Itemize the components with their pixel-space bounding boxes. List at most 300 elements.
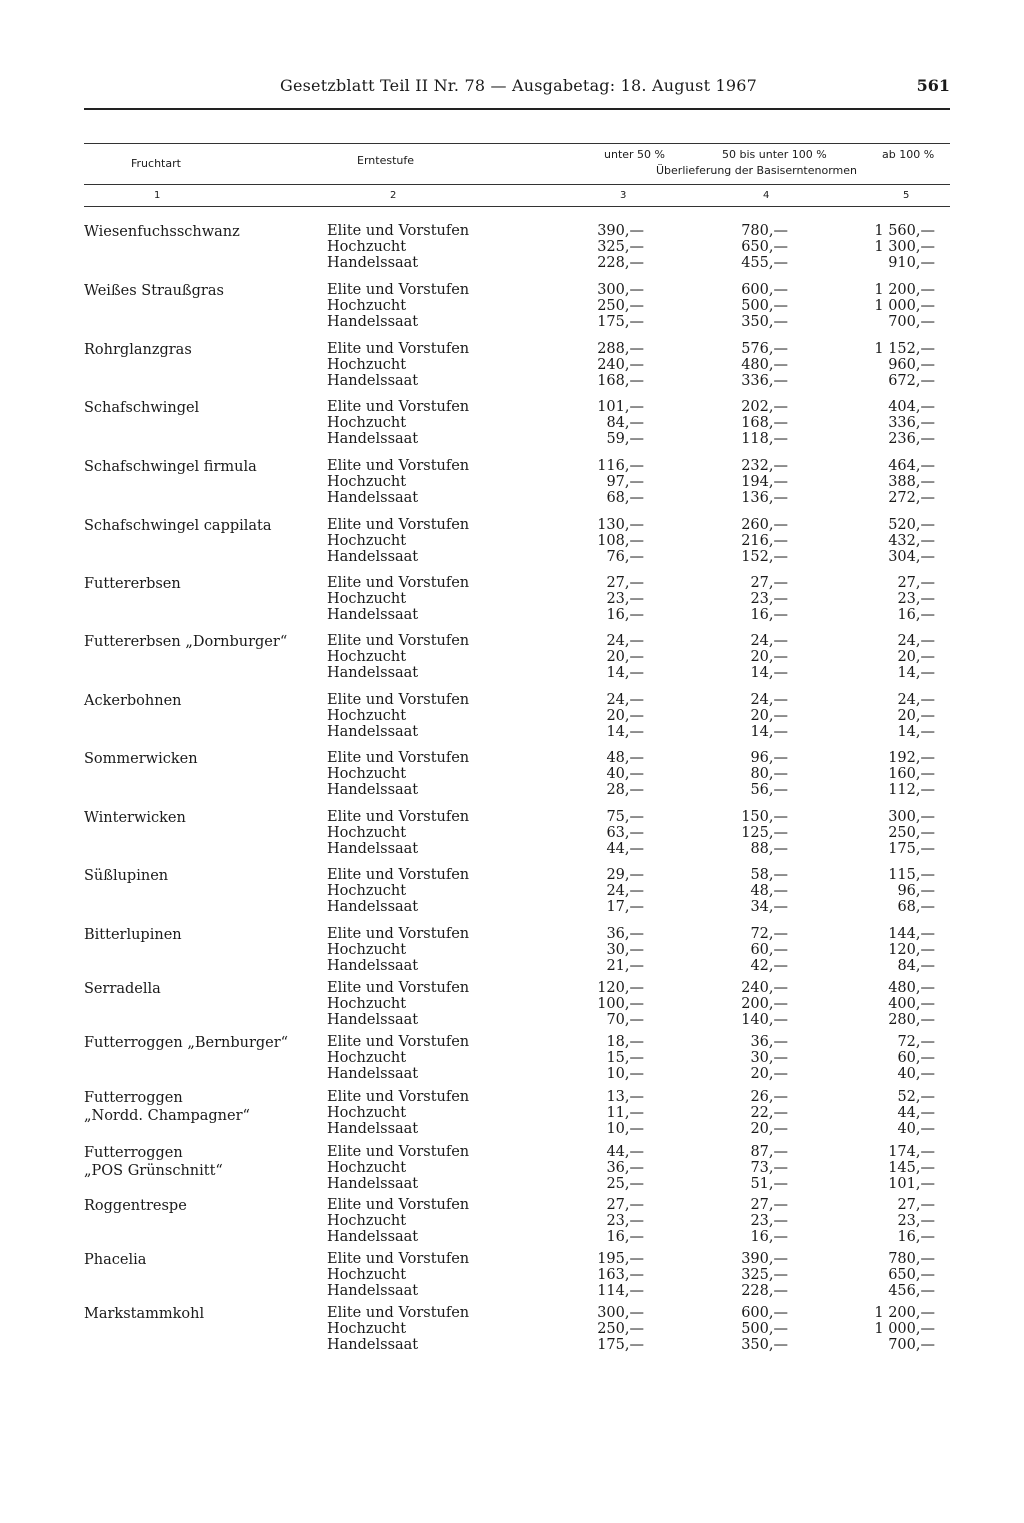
- table-cell: 48,—: [606, 750, 644, 766]
- harvest-stage: Handelssaat: [327, 782, 419, 798]
- table-cell: 700,—: [888, 314, 935, 330]
- value-column-c5: [844, 1251, 935, 1299]
- table-cell: 160,—: [888, 766, 935, 782]
- table-cell: 24,—: [606, 633, 644, 649]
- col-number-2: 2: [390, 190, 397, 201]
- value-column-c4: [698, 1034, 788, 1082]
- table-cell: 600,—: [741, 282, 788, 298]
- table-cell: 700,—: [888, 1337, 935, 1353]
- harvest-stage: Hochzucht: [327, 474, 407, 490]
- harvest-stage: Hochzucht: [327, 591, 407, 607]
- value-column-c4: [698, 633, 788, 681]
- value-column-c3: [554, 1034, 644, 1082]
- table-cell: 250,—: [597, 298, 644, 314]
- table-cell: 16,—: [606, 607, 644, 623]
- value-column-c5: [844, 223, 935, 271]
- harvest-stage: Hochzucht: [327, 239, 407, 255]
- harvest-stage: Elite und Vorstufen: [327, 223, 470, 239]
- value-column-c5: [844, 575, 935, 623]
- harvest-stage: Elite und Vorstufen: [327, 1034, 470, 1050]
- table-row: [84, 223, 950, 275]
- table-cell: 194,—: [741, 474, 788, 490]
- harvest-stage: Elite und Vorstufen: [327, 692, 470, 708]
- table-cell: 14,—: [606, 724, 644, 740]
- crop-name-line: „POS Grünschnitt“: [84, 1163, 223, 1179]
- value-column-c5: [844, 809, 935, 857]
- table-cell: 15,—: [606, 1050, 644, 1066]
- harvest-stage: Elite und Vorstufen: [327, 1305, 470, 1321]
- harvest-stages: [327, 926, 527, 974]
- value-column-c5: [844, 341, 935, 389]
- value-column-c3: [554, 809, 644, 857]
- table-cell: 101,—: [888, 1176, 935, 1192]
- table-cell: 23,—: [897, 591, 935, 607]
- table-cell: 125,—: [741, 825, 788, 841]
- value-column-c5: [844, 1034, 935, 1082]
- table-cell: 68,—: [606, 490, 644, 506]
- value-column-c4: [698, 1305, 788, 1353]
- table-cell: 24,—: [606, 692, 644, 708]
- crop-name-line: Phacelia: [84, 1252, 147, 1268]
- crop-name-line: Bitterlupinen: [84, 927, 182, 943]
- value-column-c5: [844, 1144, 935, 1192]
- table-cell: 24,—: [897, 692, 935, 708]
- harvest-stages: [327, 517, 527, 565]
- table-cell: 22,—: [750, 1105, 788, 1121]
- harvest-stage: Elite und Vorstufen: [327, 458, 470, 474]
- table-cell: 175,—: [888, 841, 935, 857]
- table-cell: 84,—: [897, 958, 935, 974]
- table-cell: 192,—: [888, 750, 935, 766]
- harvest-stage: Elite und Vorstufen: [327, 809, 470, 825]
- table-cell: 42,—: [750, 958, 788, 974]
- table-cell: 1 300,—: [874, 239, 935, 255]
- table-cell: 40,—: [897, 1066, 935, 1082]
- table-cell: 72,—: [897, 1034, 935, 1050]
- table-cell: 24,—: [897, 633, 935, 649]
- table-cell: 1 560,—: [874, 223, 935, 239]
- crop-name-line: Futtererbsen „Dornburger“: [84, 634, 288, 650]
- harvest-stages: [327, 575, 527, 623]
- table-cell: 70,—: [606, 1012, 644, 1028]
- harvest-stages: [327, 458, 527, 506]
- crop-name: [84, 458, 324, 476]
- table-cell: 16,—: [606, 1229, 644, 1245]
- harvest-stage: Handelssaat: [327, 1066, 419, 1082]
- table-cell: 23,—: [606, 1213, 644, 1229]
- table-cell: 216,—: [741, 533, 788, 549]
- table-cell: 144,—: [888, 926, 935, 942]
- table-cell: 14,—: [606, 665, 644, 681]
- table-cell: 780,—: [741, 223, 788, 239]
- harvest-stages: [327, 223, 527, 271]
- header-bottom-rule: [84, 184, 950, 185]
- value-column-c4: [698, 1144, 788, 1192]
- table-cell: 27,—: [750, 575, 788, 591]
- value-column-c3: [554, 223, 644, 271]
- table-cell: 228,—: [741, 1283, 788, 1299]
- table-cell: 1 200,—: [874, 1305, 935, 1321]
- value-column-c3: [554, 1251, 644, 1299]
- crop-name-line: Süßlupinen: [84, 868, 169, 884]
- crop-name: [84, 575, 324, 593]
- table-row: [84, 1034, 950, 1086]
- crop-name-line: Futtererbsen: [84, 576, 181, 592]
- harvest-stage: Handelssaat: [327, 314, 419, 330]
- value-column-c3: [554, 1089, 644, 1137]
- table-cell: 456,—: [888, 1283, 935, 1299]
- table-cell: 336,—: [741, 373, 788, 389]
- harvest-stages: [327, 809, 527, 857]
- table-cell: 120,—: [597, 980, 644, 996]
- col-number-3: 3: [620, 190, 627, 201]
- table-row: [84, 867, 950, 919]
- table-cell: 24,—: [750, 633, 788, 649]
- crop-name-line: Weißes Straußgras: [84, 283, 224, 299]
- harvest-stage: Elite und Vorstufen: [327, 517, 470, 533]
- value-column-c4: [698, 517, 788, 565]
- table-cell: 280,—: [888, 1012, 935, 1028]
- table-cell: 80,—: [750, 766, 788, 782]
- table-row: [84, 282, 950, 334]
- value-column-c3: [554, 692, 644, 740]
- value-column-c5: [844, 517, 935, 565]
- col-header-fruchtart: Fruchtart: [131, 157, 181, 170]
- harvest-stage: Handelssaat: [327, 1337, 419, 1353]
- table-row: [84, 341, 950, 393]
- value-column-c3: [554, 1144, 644, 1192]
- harvest-stage: Hochzucht: [327, 415, 407, 431]
- value-column-c5: [844, 926, 935, 974]
- table-cell: 76,—: [606, 549, 644, 565]
- table-cell: 27,—: [897, 575, 935, 591]
- crop-name-line: Futterroggen: [84, 1145, 183, 1161]
- table-cell: 44,—: [897, 1105, 935, 1121]
- table-cell: 27,—: [750, 1197, 788, 1213]
- table-row: [84, 809, 950, 861]
- table-cell: 130,—: [597, 517, 644, 533]
- table-cell: 174,—: [888, 1144, 935, 1160]
- harvest-stages: [327, 341, 527, 389]
- table-cell: 116,—: [597, 458, 644, 474]
- crop-name-line: Markstammkohl: [84, 1306, 205, 1322]
- table-cell: 14,—: [897, 724, 935, 740]
- harvest-stage: Handelssaat: [327, 1012, 419, 1028]
- crop-name-line: Schafschwingel cappilata: [84, 518, 272, 534]
- harvest-stage: Handelssaat: [327, 1176, 419, 1192]
- table-cell: 63,—: [606, 825, 644, 841]
- table-cell: 10,—: [606, 1121, 644, 1137]
- harvest-stage: Handelssaat: [327, 549, 419, 565]
- value-column-c5: [844, 1197, 935, 1245]
- table-cell: 58,—: [750, 867, 788, 883]
- harvest-stage: Hochzucht: [327, 1213, 407, 1229]
- table-cell: 96,—: [750, 750, 788, 766]
- harvest-stage: Hochzucht: [327, 1105, 407, 1121]
- value-column-c4: [698, 458, 788, 506]
- table-cell: 118,—: [741, 431, 788, 447]
- table-cell: 304,—: [888, 549, 935, 565]
- table-cell: 21,—: [606, 958, 644, 974]
- table-cell: 36,—: [606, 1160, 644, 1176]
- table-cell: 432,—: [888, 533, 935, 549]
- table-cell: 1 200,—: [874, 282, 935, 298]
- table-cell: 400,—: [888, 996, 935, 1012]
- table-cell: 325,—: [741, 1267, 788, 1283]
- table-cell: 350,—: [741, 1337, 788, 1353]
- table-cell: 44,—: [606, 1144, 644, 1160]
- value-column-c3: [554, 458, 644, 506]
- table-cell: 30,—: [750, 1050, 788, 1066]
- table-cell: 404,—: [888, 399, 935, 415]
- harvest-stages: [327, 1144, 527, 1192]
- harvest-stage: Elite und Vorstufen: [327, 1144, 470, 1160]
- harvest-stage: Handelssaat: [327, 724, 419, 740]
- table-cell: 16,—: [750, 607, 788, 623]
- table-row: [84, 1251, 950, 1303]
- table-cell: 232,—: [741, 458, 788, 474]
- table-cell: 115,—: [888, 867, 935, 883]
- harvest-stage: Elite und Vorstufen: [327, 1197, 470, 1213]
- value-column-c3: [554, 750, 644, 798]
- table-cell: 68,—: [897, 899, 935, 915]
- table-cell: 23,—: [750, 1213, 788, 1229]
- value-column-c4: [698, 223, 788, 271]
- crop-name: [84, 1305, 324, 1323]
- table-cell: 27,—: [897, 1197, 935, 1213]
- table-cell: 250,—: [597, 1321, 644, 1337]
- col-header-from-100: ab 100 %: [882, 148, 935, 161]
- harvest-stage: Handelssaat: [327, 255, 419, 271]
- table-cell: 464,—: [888, 458, 935, 474]
- harvest-stage: Handelssaat: [327, 1283, 419, 1299]
- harvest-stage: Elite und Vorstufen: [327, 1251, 470, 1267]
- table-cell: 14,—: [897, 665, 935, 681]
- harvest-stage: Hochzucht: [327, 298, 407, 314]
- value-column-c3: [554, 399, 644, 447]
- value-column-c4: [698, 1251, 788, 1299]
- table-cell: 500,—: [741, 1321, 788, 1337]
- crop-name-line: Ackerbohnen: [84, 693, 182, 709]
- table-cell: 20,—: [606, 708, 644, 724]
- harvest-stage: Hochzucht: [327, 825, 407, 841]
- table-cell: 390,—: [597, 223, 644, 239]
- table-cell: 650,—: [741, 239, 788, 255]
- harvest-stage: Elite und Vorstufen: [327, 750, 470, 766]
- page-number: 561: [916, 76, 950, 95]
- page-header: [84, 76, 950, 102]
- table-row: [84, 1144, 950, 1196]
- table-cell: 325,—: [597, 239, 644, 255]
- table-cell: 18,—: [606, 1034, 644, 1050]
- harvest-stages: [327, 399, 527, 447]
- table-cell: 56,—: [750, 782, 788, 798]
- table-cell: 23,—: [606, 591, 644, 607]
- table-cell: 101,—: [597, 399, 644, 415]
- crop-name-line: Futterroggen: [84, 1090, 183, 1106]
- col-header-under-50: unter 50 %: [604, 148, 665, 161]
- crop-name: [84, 1144, 324, 1180]
- table-cell: 108,—: [597, 533, 644, 549]
- table-cell: 175,—: [597, 1337, 644, 1353]
- table-cell: 175,—: [597, 314, 644, 330]
- value-column-c4: [698, 1197, 788, 1245]
- table-cell: 26,—: [750, 1089, 788, 1105]
- harvest-stage: Elite und Vorstufen: [327, 399, 470, 415]
- crop-name: [84, 1089, 324, 1125]
- table-cell: 10,—: [606, 1066, 644, 1082]
- table-cell: 34,—: [750, 899, 788, 915]
- table-cell: 97,—: [606, 474, 644, 490]
- value-column-c4: [698, 980, 788, 1028]
- table-cell: 1 152,—: [874, 341, 935, 357]
- table-cell: 14,—: [750, 665, 788, 681]
- table-cell: 40,—: [897, 1121, 935, 1137]
- harvest-stage: Hochzucht: [327, 996, 407, 1012]
- crop-name: [84, 1251, 324, 1269]
- table-cell: 136,—: [741, 490, 788, 506]
- table-row: [84, 750, 950, 802]
- harvest-stage: Hochzucht: [327, 533, 407, 549]
- table-cell: 20,—: [897, 708, 935, 724]
- harvest-stages: [327, 1197, 527, 1245]
- table-cell: 336,—: [888, 415, 935, 431]
- table-cell: 36,—: [750, 1034, 788, 1050]
- crop-name: [84, 809, 324, 827]
- table-cell: 300,—: [597, 1305, 644, 1321]
- value-column-c3: [554, 1305, 644, 1353]
- crop-name-line: Sommerwicken: [84, 751, 198, 767]
- col-number-5: 5: [903, 190, 910, 201]
- harvest-stage: Handelssaat: [327, 431, 419, 447]
- value-column-c5: [844, 633, 935, 681]
- table-row: [84, 517, 950, 569]
- harvest-stage: Elite und Vorstufen: [327, 980, 470, 996]
- table-cell: 520,—: [888, 517, 935, 533]
- value-column-c5: [844, 1305, 935, 1353]
- table-cell: 29,—: [606, 867, 644, 883]
- crop-name: [84, 750, 324, 768]
- table-cell: 195,—: [597, 1251, 644, 1267]
- harvest-stage: Elite und Vorstufen: [327, 926, 470, 942]
- table-cell: 24,—: [606, 883, 644, 899]
- value-column-c3: [554, 1197, 644, 1245]
- table-top-rule: [84, 143, 950, 144]
- table-cell: 168,—: [741, 415, 788, 431]
- table-cell: 228,—: [597, 255, 644, 271]
- table-cell: 500,—: [741, 298, 788, 314]
- table-cell: 11,—: [606, 1105, 644, 1121]
- crop-name: [84, 1197, 324, 1215]
- table-cell: 36,—: [606, 926, 644, 942]
- table-row: [84, 1089, 950, 1141]
- table-cell: 780,—: [888, 1251, 935, 1267]
- harvest-stages: [327, 750, 527, 798]
- table-cell: 24,—: [750, 692, 788, 708]
- harvest-stages: [327, 1034, 527, 1082]
- crop-name-line: „Nordd. Champagner“: [84, 1108, 250, 1124]
- table-cell: 300,—: [597, 282, 644, 298]
- table-cell: 288,—: [597, 341, 644, 357]
- table-cell: 51,—: [750, 1176, 788, 1192]
- value-column-c5: [844, 867, 935, 915]
- table-cell: 72,—: [750, 926, 788, 942]
- value-column-c3: [554, 867, 644, 915]
- harvest-stage: Handelssaat: [327, 607, 419, 623]
- crop-name: [84, 399, 324, 417]
- harvest-stage: Elite und Vorstufen: [327, 341, 470, 357]
- table-cell: 202,—: [741, 399, 788, 415]
- table-cell: 480,—: [741, 357, 788, 373]
- table-cell: 114,—: [597, 1283, 644, 1299]
- table-cell: 23,—: [897, 1213, 935, 1229]
- value-column-c5: [844, 399, 935, 447]
- table-cell: 13,—: [606, 1089, 644, 1105]
- table-cell: 52,—: [897, 1089, 935, 1105]
- table-cell: 14,—: [750, 724, 788, 740]
- value-column-c4: [698, 341, 788, 389]
- harvest-stage: Hochzucht: [327, 649, 407, 665]
- table-cell: 960,—: [888, 357, 935, 373]
- harvest-stage: Hochzucht: [327, 883, 407, 899]
- table-cell: 20,—: [750, 708, 788, 724]
- table-cell: 28,—: [606, 782, 644, 798]
- table-row: [84, 399, 950, 451]
- value-column-c4: [698, 399, 788, 447]
- crop-name-line: Wiesenfuchsschwanz: [84, 224, 240, 240]
- crop-name: [84, 926, 324, 944]
- table-cell: 30,—: [606, 942, 644, 958]
- table-cell: 650,—: [888, 1267, 935, 1283]
- value-column-c3: [554, 633, 644, 681]
- harvest-stage: Hochzucht: [327, 942, 407, 958]
- harvest-stage: Elite und Vorstufen: [327, 282, 470, 298]
- table-cell: 16,—: [897, 1229, 935, 1245]
- value-column-c4: [698, 809, 788, 857]
- harvest-stage: Hochzucht: [327, 1321, 407, 1337]
- value-column-c4: [698, 1089, 788, 1137]
- table-row: [84, 458, 950, 510]
- table-cell: 87,—: [750, 1144, 788, 1160]
- harvest-stage: Handelssaat: [327, 1121, 419, 1137]
- table-cell: 17,—: [606, 899, 644, 915]
- table-cell: 20,—: [897, 649, 935, 665]
- table-cell: 576,—: [741, 341, 788, 357]
- table-row: [84, 692, 950, 744]
- crop-name-line: Roggentrespe: [84, 1198, 187, 1214]
- harvest-stages: [327, 692, 527, 740]
- table-cell: 163,—: [597, 1267, 644, 1283]
- table-cell: 260,—: [741, 517, 788, 533]
- table-cell: 236,—: [888, 431, 935, 447]
- col-number-1: 1: [154, 190, 161, 201]
- value-column-c5: [844, 980, 935, 1028]
- table-cell: 300,—: [888, 809, 935, 825]
- value-column-c3: [554, 341, 644, 389]
- value-column-c3: [554, 282, 644, 330]
- value-column-c4: [698, 692, 788, 740]
- value-column-c4: [698, 282, 788, 330]
- harvest-stage: Elite und Vorstufen: [327, 633, 470, 649]
- table-row: [84, 1197, 950, 1249]
- header-rule: [84, 108, 950, 110]
- table-cell: 150,—: [741, 809, 788, 825]
- harvest-stage: Handelssaat: [327, 1229, 419, 1245]
- harvest-stages: [327, 867, 527, 915]
- value-column-c4: [698, 867, 788, 915]
- crop-name-line: Winterwicken: [84, 810, 186, 826]
- crop-name: [84, 517, 324, 535]
